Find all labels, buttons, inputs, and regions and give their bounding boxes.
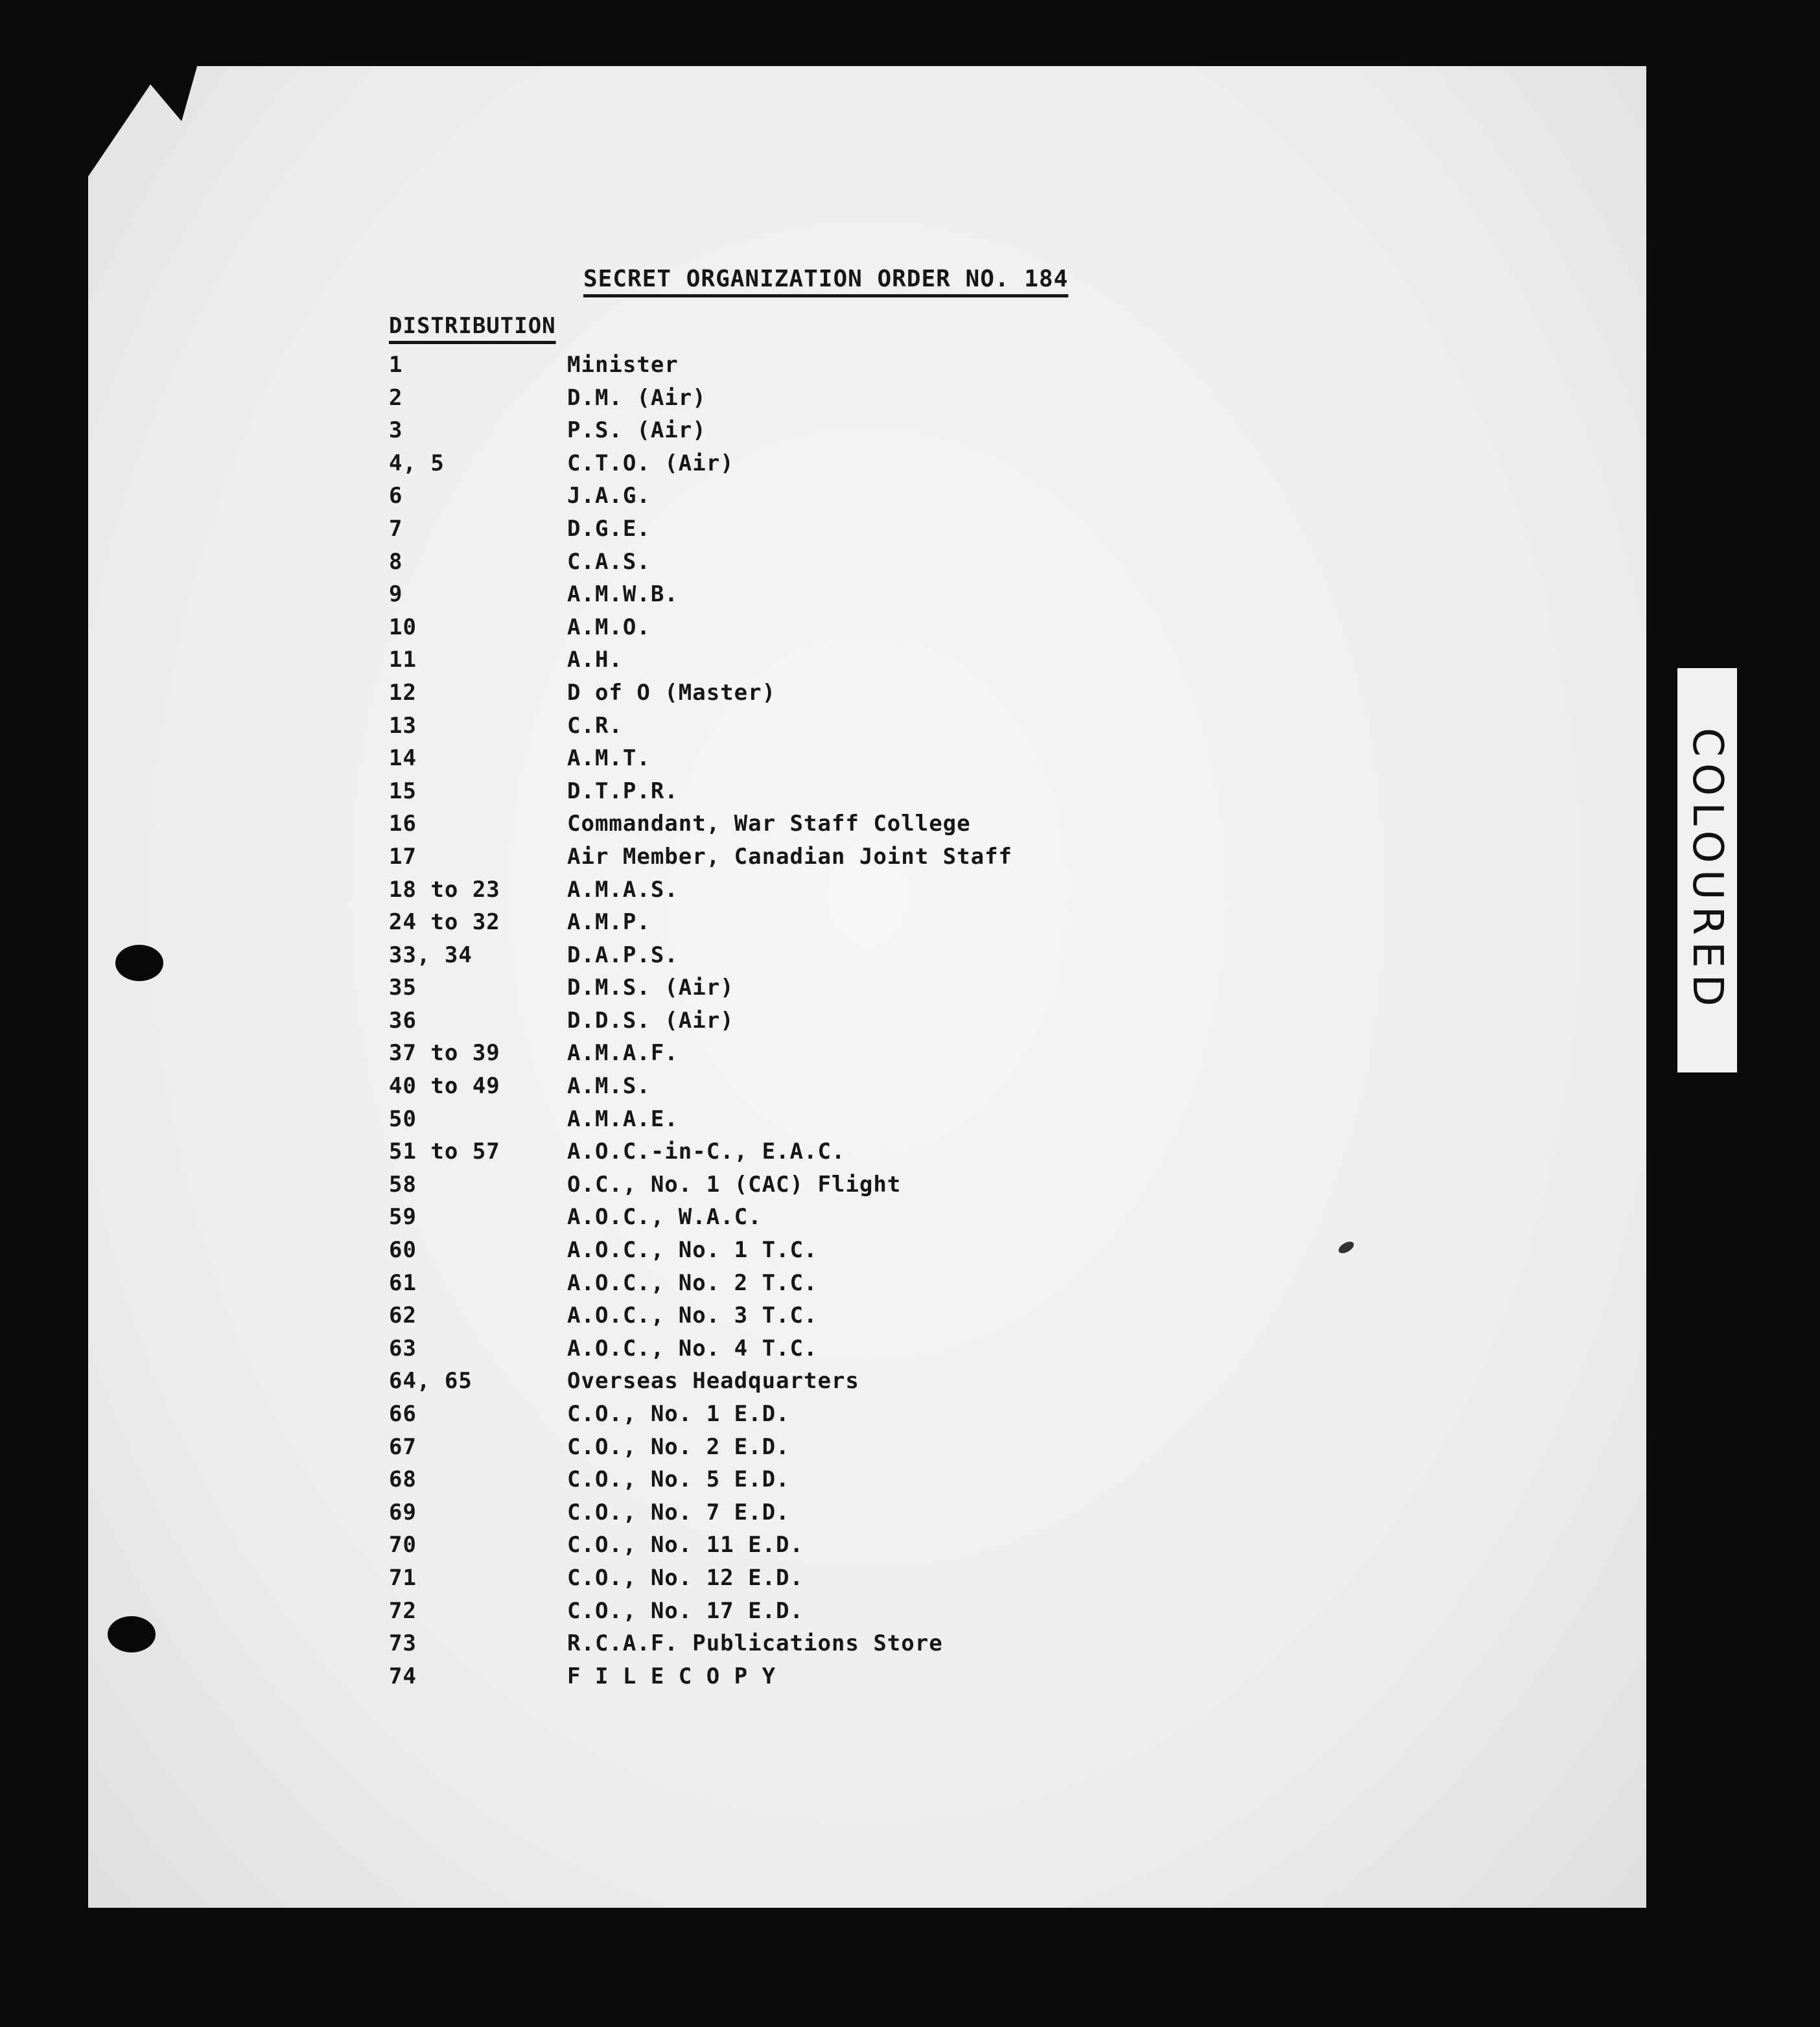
copy-numbers: 3 <box>389 417 403 444</box>
copy-numbers: 66 <box>389 1401 417 1427</box>
distribution-row <box>389 874 1167 907</box>
recipient: R.C.A.F. Publications Store <box>567 1630 943 1657</box>
copy-numbers: 58 <box>389 1171 417 1198</box>
copy-numbers: 17 <box>389 843 417 870</box>
distribution-row <box>389 906 1167 939</box>
distribution-row <box>389 971 1167 1004</box>
copy-numbers: 16 <box>389 811 417 837</box>
distribution-row <box>389 939 1167 972</box>
recipient: C.O., No. 12 E.D. <box>567 1564 804 1591</box>
copy-numbers: 67 <box>389 1433 417 1460</box>
recipient: J.A.G. <box>567 483 651 509</box>
recipient: A.H. <box>567 647 623 673</box>
distribution-row <box>389 480 1167 513</box>
copy-numbers: 24 to 32 <box>389 909 500 936</box>
copy-numbers: 9 <box>389 581 403 608</box>
recipient: C.R. <box>567 712 623 739</box>
copy-numbers: 36 <box>389 1007 417 1034</box>
recipient: C.O., No. 7 E.D. <box>567 1499 790 1525</box>
copy-numbers: 18 to 23 <box>389 876 500 903</box>
recipient: A.O.C., No. 1 T.C. <box>567 1237 818 1264</box>
copy-numbers: 2 <box>389 384 403 411</box>
recipient: D.D.S. (Air) <box>567 1007 734 1034</box>
recipient: A.M.S. <box>567 1073 651 1100</box>
copy-numbers: 33, 34 <box>389 942 472 968</box>
copy-numbers: 13 <box>389 712 417 739</box>
distribution-row <box>389 807 1167 840</box>
distribution-row <box>389 1660 1167 1693</box>
distribution-row <box>389 447 1167 480</box>
copy-numbers: 12 <box>389 679 417 706</box>
copy-numbers: 40 to 49 <box>389 1073 500 1100</box>
copy-numbers: 73 <box>389 1630 417 1657</box>
distribution-row <box>389 775 1167 808</box>
distribution-row <box>389 1103 1167 1136</box>
distribution-row <box>389 1529 1167 1562</box>
copy-numbers: 35 <box>389 975 417 1001</box>
recipient: Commandant, War Staff College <box>567 811 971 837</box>
side-tag-label: COLOURED <box>1683 728 1731 1013</box>
copy-numbers: 4, 5 <box>389 450 445 476</box>
copy-numbers: 63 <box>389 1335 417 1361</box>
recipient: D.G.E. <box>567 515 651 542</box>
order-title: SECRET ORGANIZATION ORDER NO. 184 <box>583 266 1069 292</box>
copy-numbers: 72 <box>389 1597 417 1624</box>
copy-numbers: 7 <box>389 515 403 542</box>
distribution-row <box>389 513 1167 546</box>
copy-numbers: 6 <box>389 483 403 509</box>
recipient: C.O., No. 2 E.D. <box>567 1433 790 1460</box>
recipient: A.O.C., No. 2 T.C. <box>567 1269 818 1296</box>
copy-numbers: 71 <box>389 1564 417 1591</box>
copy-numbers: 64, 65 <box>389 1368 472 1395</box>
recipient: A.O.C.-in-C., E.A.C. <box>567 1139 846 1165</box>
distribution-row <box>389 1267 1167 1300</box>
recipient: A.O.C., W.A.C. <box>567 1204 762 1231</box>
punch-hole-bottom <box>108 1616 156 1652</box>
distribution-row <box>389 1365 1167 1398</box>
recipient: D.T.P.R. <box>567 778 679 804</box>
distribution-list <box>389 349 1167 1693</box>
copy-numbers: 14 <box>389 745 417 772</box>
punch-hole-top <box>115 945 163 981</box>
recipient: C.A.S. <box>567 548 651 575</box>
recipient: A.M.A.E. <box>567 1106 679 1132</box>
recipient: C.O., No. 11 E.D. <box>567 1532 804 1558</box>
copy-numbers: 62 <box>389 1303 417 1329</box>
recipient: F I L E C O P Y <box>567 1663 776 1689</box>
recipient: P.S. (Air) <box>567 417 706 444</box>
copy-numbers: 68 <box>389 1466 417 1493</box>
recipient: D.A.P.S. <box>567 942 679 968</box>
copy-numbers: 60 <box>389 1237 417 1264</box>
recipient: C.T.O. (Air) <box>567 450 734 476</box>
distribution-row <box>389 1431 1167 1464</box>
recipient: Overseas Headquarters <box>567 1368 859 1395</box>
recipient: A.M.W.B. <box>567 581 679 608</box>
recipient: C.O., No. 17 E.D. <box>567 1597 804 1624</box>
recipient: A.O.C., No. 4 T.C. <box>567 1335 818 1361</box>
copy-numbers: 70 <box>389 1532 417 1558</box>
copy-numbers: 74 <box>389 1663 417 1689</box>
copy-numbers: 11 <box>389 647 417 673</box>
distribution-row <box>389 1463 1167 1496</box>
recipient: D of O (Master) <box>567 679 776 706</box>
copy-numbers: 69 <box>389 1499 417 1525</box>
copy-numbers: 51 to 57 <box>389 1139 500 1165</box>
distribution-row <box>389 546 1167 579</box>
distribution-row <box>389 1135 1167 1168</box>
copy-numbers: 15 <box>389 778 417 804</box>
distribution-row <box>389 1234 1167 1267</box>
distribution-row <box>389 643 1167 677</box>
recipient: Air Member, Canadian Joint Staff <box>567 843 1013 870</box>
distribution-row <box>389 1168 1167 1201</box>
recipient: A.O.C., No. 3 T.C. <box>567 1303 818 1329</box>
distribution-row <box>389 1496 1167 1529</box>
distribution-row <box>389 677 1167 710</box>
distribution-row <box>389 1004 1167 1037</box>
distribution-row <box>389 1627 1167 1660</box>
distribution-row <box>389 611 1167 644</box>
recipient: A.M.T. <box>567 745 651 772</box>
recipient: D.M. (Air) <box>567 384 706 411</box>
distribution-row <box>389 382 1167 415</box>
distribution-row <box>389 710 1167 743</box>
copy-numbers: 61 <box>389 1269 417 1296</box>
distribution-row <box>389 742 1167 775</box>
copy-numbers: 10 <box>389 614 417 640</box>
distribution-row <box>389 1562 1167 1595</box>
recipient: C.O., No. 5 E.D. <box>567 1466 790 1493</box>
recipient: A.M.P. <box>567 909 651 936</box>
distribution-row <box>389 1398 1167 1431</box>
recipient: A.M.O. <box>567 614 651 640</box>
distribution-row <box>389 1595 1167 1628</box>
copy-numbers: 59 <box>389 1204 417 1231</box>
copy-numbers: 50 <box>389 1106 417 1132</box>
distribution-row <box>389 1332 1167 1365</box>
distribution-row <box>389 349 1167 382</box>
distribution-row <box>389 1037 1167 1070</box>
recipient: C.O., No. 1 E.D. <box>567 1401 790 1427</box>
recipient: Minister <box>567 352 679 378</box>
distribution-row <box>389 840 1167 874</box>
recipient: A.M.A.S. <box>567 876 679 903</box>
distribution-row <box>389 578 1167 611</box>
recipient: A.M.A.F. <box>567 1040 679 1067</box>
distribution-heading: DISTRIBUTION <box>389 313 556 339</box>
coloured-side-tag <box>1677 668 1737 1072</box>
distribution-row <box>389 1299 1167 1332</box>
distribution-row <box>389 1070 1167 1103</box>
distribution-row <box>389 1201 1167 1234</box>
recipient: D.M.S. (Air) <box>567 975 734 1001</box>
copy-numbers: 8 <box>389 548 403 575</box>
copy-numbers: 1 <box>389 352 403 378</box>
recipient: O.C., No. 1 (CAC) Flight <box>567 1171 902 1198</box>
distribution-row <box>389 414 1167 447</box>
copy-numbers: 37 to 39 <box>389 1040 500 1067</box>
